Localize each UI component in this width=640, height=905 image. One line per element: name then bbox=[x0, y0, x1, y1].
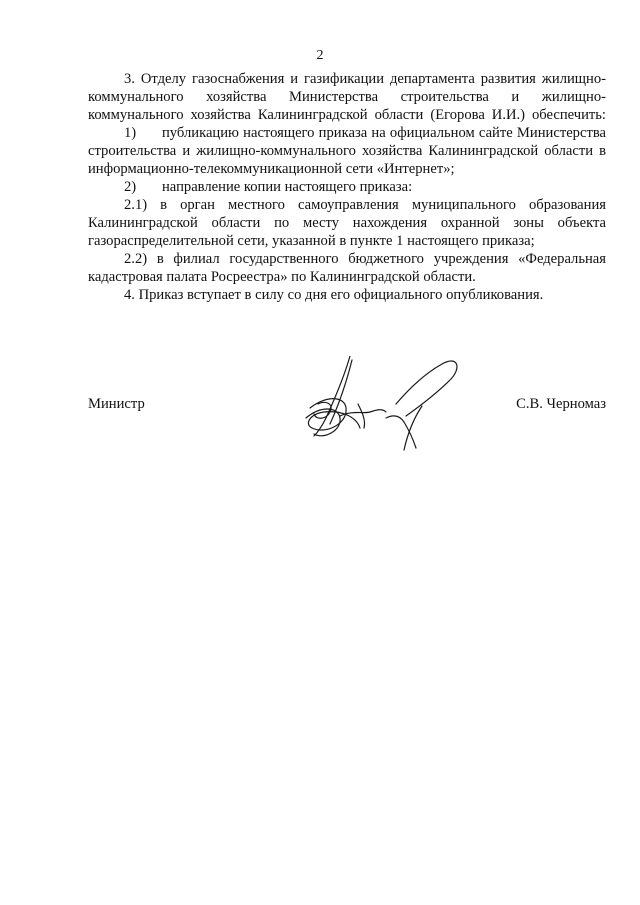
subitem-text: публикацию настоящего приказа на официальном сайте Министерства строительства и жилищно-коммунального хозяйства Калининградской области в информационно-телекоммуникационной сети «Интернет»; bbox=[88, 125, 606, 177]
paragraph-subitem-1 bbox=[88, 124, 606, 178]
handwritten-signature bbox=[300, 356, 470, 452]
paragraph-subitem-2 bbox=[88, 178, 606, 196]
subitem-text: направление копии настоящего приказа: bbox=[162, 179, 413, 195]
paragraph-item-4: 4. Приказ вступает в силу со дня его официального опубликования. bbox=[124, 287, 544, 303]
signatory-name: С.В. Черномаз bbox=[516, 396, 606, 412]
signatory-title: Министр bbox=[88, 396, 145, 412]
paragraph-item-3: 3. Отделу газоснабжения и газификации департамента развития жилищно-коммунального хозяйства Министерства строительства и жилищно-коммунального хозяйства Калининградской области (Егорова И.И.) обеспечить: bbox=[88, 71, 606, 123]
subitem-number: 2) bbox=[124, 179, 137, 195]
document-body bbox=[88, 70, 606, 304]
subitem-number: 1) bbox=[124, 125, 137, 141]
page-number: 2 bbox=[316, 48, 324, 63]
paragraph-subitem-2-1: 2.1) в орган местного самоуправления муниципального образования Калининградской области по месту нахождения охранной зоны объекта газораспределительной сети, указанной в пункте 1 настоящего приказа; bbox=[88, 197, 606, 249]
paragraph-subitem-2-2: 2.2) в филиал государственного бюджетного учреждения «Федеральная кадастровая палата Росреестра» по Калининградской области. bbox=[88, 251, 606, 285]
